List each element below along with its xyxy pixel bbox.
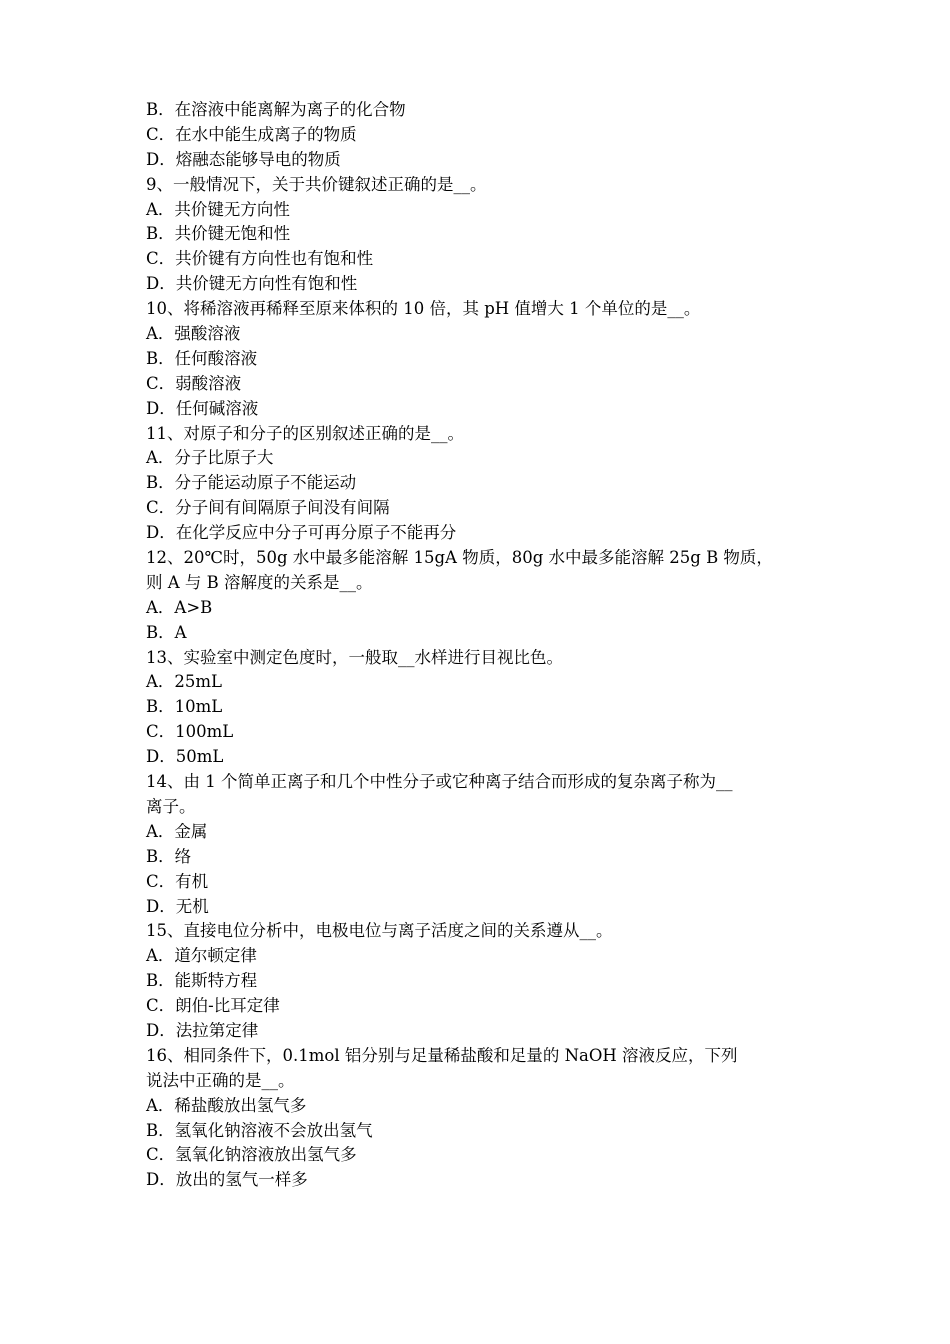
option-text: B．共价键无饱和性 [146, 224, 291, 244]
option-text: B．能斯特方程 [146, 971, 258, 991]
question-text: 13、实验室中测定色度时，一般取__水样进行目视比色。 [146, 647, 563, 667]
option-text: D．法拉第定律 [146, 1020, 259, 1040]
option-text: D．50mL [146, 747, 224, 767]
option-text: A．分子比原子大 [146, 448, 274, 468]
option-text: C．100mL [146, 722, 234, 742]
option-text: B．任何酸溶液 [146, 348, 258, 368]
option-text: D．放出的氢气一样多 [146, 1170, 308, 1190]
option-text: B．络 [146, 846, 192, 866]
option-text: C．朗伯-比耳定律 [146, 996, 280, 1016]
option-text: A．道尔顿定律 [146, 946, 257, 966]
question-text: 14、由 1 个简单正离子和几个中性分子或它种离子结合而形成的复杂离子称为__ [146, 772, 733, 792]
option-text: D．无机 [146, 896, 209, 916]
question-text: 9、一般情况下，关于共价键叙述正确的是__。 [146, 174, 487, 194]
option-text: A．强酸溶液 [146, 324, 241, 344]
option-text: D．在化学反应中分子可再分原子不能再分 [146, 523, 457, 543]
option-text: D．共价键无方向性有饱和性 [146, 274, 358, 294]
question-text: 10、将稀溶液再稀释至原来体积的 10 倍，其 pH 值增大 1 个单位的是__。 [146, 299, 701, 319]
option-text: C．共价键有方向性也有饱和性 [146, 249, 374, 269]
option-text: C．分子间有间隔原子间没有间隔 [146, 498, 390, 518]
option-text: A．共价键无方向性 [146, 199, 290, 219]
option-text: C．弱酸溶液 [146, 373, 242, 393]
option-text: C．氢氧化钠溶液放出氢气多 [146, 1145, 357, 1165]
question-text: 16、相同条件下，0.1mol 铝分别与足量稀盐酸和足量的 NaOH 溶液反应，下列 [146, 1045, 738, 1065]
option-text: B．10mL [146, 697, 223, 717]
option-text: A．A>B [146, 597, 213, 617]
document-page [146, 98, 810, 1193]
question-text: 11、对原子和分子的区别叙述正确的是__。 [146, 423, 464, 443]
question-text-continued: 说法中正确的是__。 [146, 1070, 295, 1090]
question-text-continued: 则 A 与 B 溶解度的关系是__。 [146, 572, 373, 592]
question-text-continued: 离子。 [146, 796, 196, 816]
option-text: B．氢氧化钠溶液不会放出氢气 [146, 1120, 373, 1140]
option-text: A．25mL [146, 672, 223, 692]
option-text: B．在溶液中能离解为离子的化合物 [146, 100, 406, 119]
option-text: C．有机 [146, 871, 209, 891]
option-text: B．A [146, 622, 187, 642]
option-text: D．任何碱溶液 [146, 398, 259, 418]
option-text: A．金属 [146, 821, 208, 841]
option-text: A．稀盐酸放出氢气多 [146, 1095, 307, 1115]
option-text: D．熔融态能够导电的物质 [146, 149, 341, 169]
question-text: 15、直接电位分析中，电极电位与离子活度之间的关系遵从__。 [146, 921, 613, 941]
option-text: B．分子能运动原子不能运动 [146, 473, 357, 493]
question-text: 12、20℃时，50g 水中最多能溶解 15gA 物质，80g 水中最多能溶解 25g B 物质， [146, 548, 773, 568]
option-text: C．在水中能生成离子的物质 [146, 124, 357, 144]
